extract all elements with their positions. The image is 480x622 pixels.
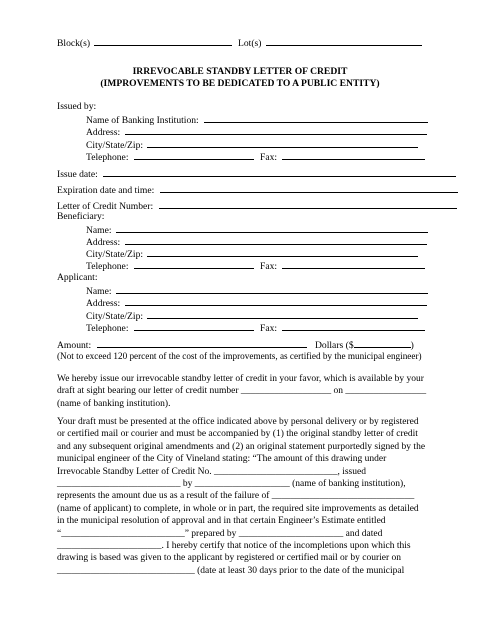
issuer-address-line[interactable] [125, 125, 427, 135]
applicant-city-line[interactable] [147, 309, 418, 319]
block-label: Block(s) [57, 38, 91, 49]
expiration-line[interactable] [160, 183, 458, 193]
issuer-telephone-line[interactable] [134, 150, 254, 160]
issuer-telephone-field [86, 150, 254, 164]
beneficiary-name-label: Name: [86, 225, 112, 236]
expiration-field [57, 183, 458, 197]
expiration-label: Expiration date and time: [57, 185, 155, 196]
applicant-telephone-field [86, 321, 254, 335]
paragraph-line: represents the amount due us as a result of the failure of ______________________________ [57, 491, 415, 502]
form-title: IRREVOCABLE STANDBY LETTER OF CREDIT [132, 66, 348, 77]
amount-label: Amount: [57, 340, 92, 351]
bank-name-line[interactable] [204, 113, 428, 123]
issue-date-label: Issue date: [57, 169, 98, 180]
bank-name-label: Name of Banking Institution: [86, 115, 199, 126]
beneficiary-fax-line[interactable] [282, 259, 425, 269]
amount-dollars-label: Dollars ($ [315, 340, 354, 351]
paragraph-line: _____________________________ (date at least 30 days prior to the date of the municipal [57, 565, 405, 576]
issuer-fax-field [260, 150, 425, 164]
applicant-fax-label: Fax: [260, 323, 278, 334]
amount-dollars-line[interactable] [354, 338, 411, 348]
beneficiary-city-label: City/State/Zip: [86, 249, 144, 260]
beneficiary-telephone-line[interactable] [134, 259, 254, 269]
lot-line[interactable] [266, 36, 422, 46]
beneficiary-name-line[interactable] [116, 223, 428, 233]
beneficiary-fax-label: Fax: [260, 261, 278, 272]
paragraph-line: draft at sight bearing our letter of credit number ___________________ on _________________ [57, 386, 427, 397]
issuer-city-line[interactable] [147, 138, 418, 148]
amount-words-line[interactable] [97, 338, 307, 348]
beneficiary-telephone-label: Telephone: [86, 261, 129, 272]
issuer-city-label: City/State/Zip: [86, 140, 144, 151]
form-subtitle: (IMPROVEMENTS TO BE DEDICATED TO A PUBLIC ENTITY) [100, 78, 380, 89]
applicant-fax-field [260, 321, 425, 335]
paragraph-line: in the municipal resolution of approval and in that certain Engineer’s Estimate entitled [57, 516, 386, 527]
paragraph-line: “__________________________” prepared by ______________________ and dated [57, 528, 383, 539]
applicant-telephone-line[interactable] [134, 321, 254, 331]
paragraph-line: Irrevocable Standby Letter of Credit No. __________________________, issued [57, 466, 366, 477]
paragraph-line: __________________________ by ____________________ (name of banking institution), [57, 479, 406, 490]
paragraph-line: (name of applicant) to complete, in whole or in part, the required site improvements as detailed [57, 503, 419, 514]
applicant-city-label: City/State/Zip: [86, 311, 144, 322]
beneficiary-telephone-field [86, 259, 254, 273]
paragraph-line: and any subsequent original amendments and (2) an original statement purportedly signed by the [57, 441, 426, 452]
issuer-fax-line[interactable] [282, 150, 425, 160]
applicant-telephone-label: Telephone: [86, 323, 129, 334]
applicant-address-line[interactable] [125, 296, 427, 306]
paragraph-line: municipal engineer of the City of Vineland stating: “The amount of this drawing under [57, 454, 387, 465]
applicant-name-label: Name: [86, 286, 112, 297]
block-line[interactable] [94, 36, 232, 46]
issuer-telephone-label: Telephone: [86, 152, 129, 163]
paragraph-line: Your draft must be presented at the office indicated above by personal delivery or by registered [57, 417, 419, 427]
loc-number-line[interactable] [159, 199, 457, 209]
issue-date-line[interactable] [103, 167, 456, 177]
paragraph-line: or certified mail or courier and must be accompanied by (1) the original standby letter of credit [57, 429, 418, 440]
applicant-fax-line[interactable] [282, 321, 425, 331]
paragraph-line: drawing is based was given to the applicant by registered or certified mail or by courier on [57, 553, 401, 564]
block-field [57, 36, 232, 50]
loc-number-label: Letter of Credit Number: [57, 201, 154, 212]
lot-label: Lot(s) [238, 38, 262, 49]
paragraph-line: We hereby issue our irrevocable standby letter of credit in your favor, which is available by your [57, 374, 424, 384]
applicant-name-line[interactable] [116, 284, 428, 294]
paragraph-line: (name of banking institution). [57, 398, 171, 409]
loc-number-field [57, 199, 457, 213]
issued-by-heading: Issued by: [57, 101, 97, 112]
paragraph-line: ______________________. I hereby certify that notice of the incompletions upon which this [57, 541, 411, 552]
paragraph-draft-terms [57, 416, 429, 577]
issuer-fax-label: Fax: [260, 152, 278, 163]
amount-close-paren: ) [410, 340, 414, 351]
beneficiary-heading: Beneficiary: [57, 211, 105, 222]
beneficiary-city-line[interactable] [147, 247, 418, 257]
issuer-address-label: Address: [86, 127, 121, 138]
lot-field [238, 36, 422, 50]
amount-note: (Not to exceed 120 percent of the cost of the improvements, as certified by the municipal engineer) [57, 351, 422, 361]
beneficiary-address-label: Address: [86, 237, 121, 248]
applicant-heading: Applicant: [57, 272, 98, 283]
issue-date-field [57, 167, 456, 181]
paragraph-issuance [57, 373, 429, 410]
beneficiary-fax-field [260, 259, 425, 273]
applicant-address-label: Address: [86, 298, 121, 309]
beneficiary-address-line[interactable] [125, 235, 427, 245]
